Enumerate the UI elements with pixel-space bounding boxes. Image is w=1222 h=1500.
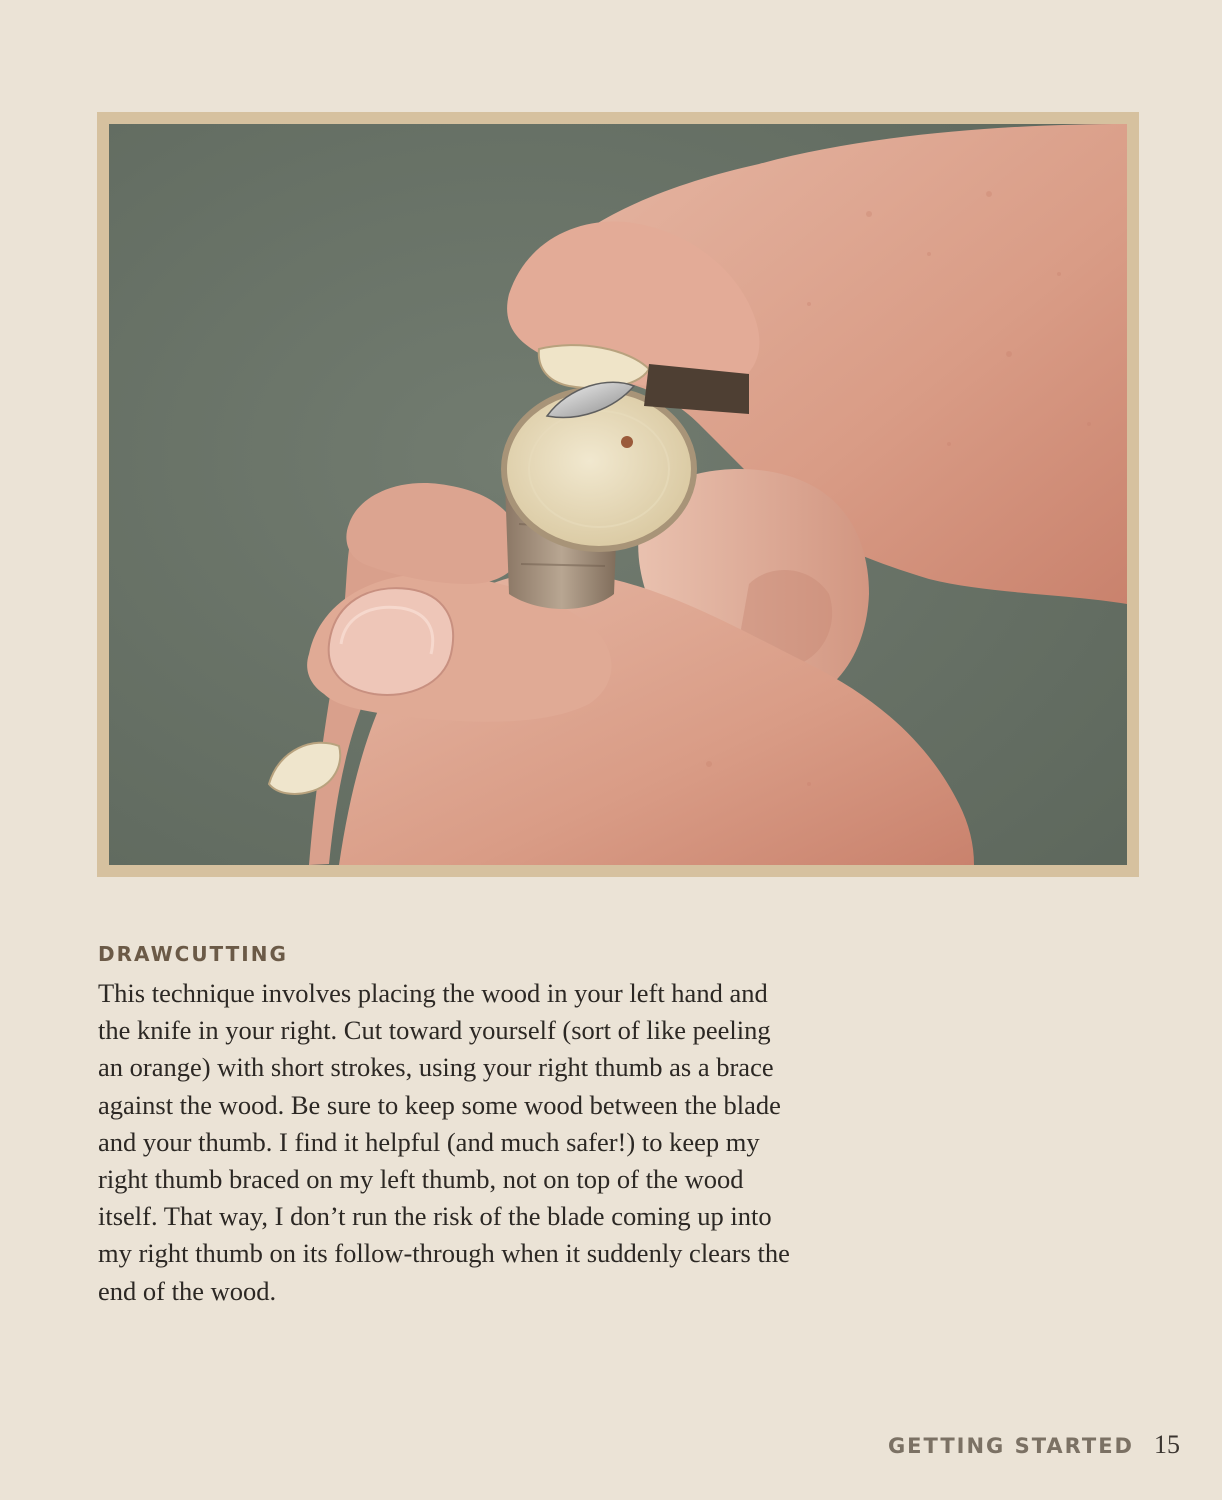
body-line: This technique involves placing the wood in your left hand and — [98, 978, 768, 1008]
body-line: my right thumb on its follow-through when it suddenly clears the — [98, 1238, 790, 1269]
body-paragraph — [98, 975, 898, 1310]
body-line: end of the wood. — [98, 1275, 277, 1306]
body-line: against the wood. Be sure to keep some wood between the blade — [98, 1089, 781, 1120]
body-line: itself. That way, I don’t run the risk of the blade coming up into — [98, 1201, 772, 1232]
page-footer — [888, 1430, 1180, 1460]
photo-frame — [97, 112, 1139, 877]
running-head: GETTING STARTED — [887, 1434, 1134, 1458]
body-line: and your thumb. I find it helpful (and much safer!) to keep my — [98, 1126, 760, 1157]
section-heading: DRAWCUTTING — [98, 942, 288, 966]
body-line: the knife in your right. Cut toward yourself (sort of like peeling — [98, 1015, 771, 1046]
page-number: 15 — [1154, 1430, 1180, 1459]
body-line: an orange) with short strokes, using your right thumb as a brace — [98, 1052, 774, 1083]
photo-illustration — [109, 124, 1127, 865]
body-line: right thumb braced on my left thumb, not on top of the wood — [98, 1164, 744, 1195]
photo-hands-drawcutting — [109, 124, 1127, 865]
